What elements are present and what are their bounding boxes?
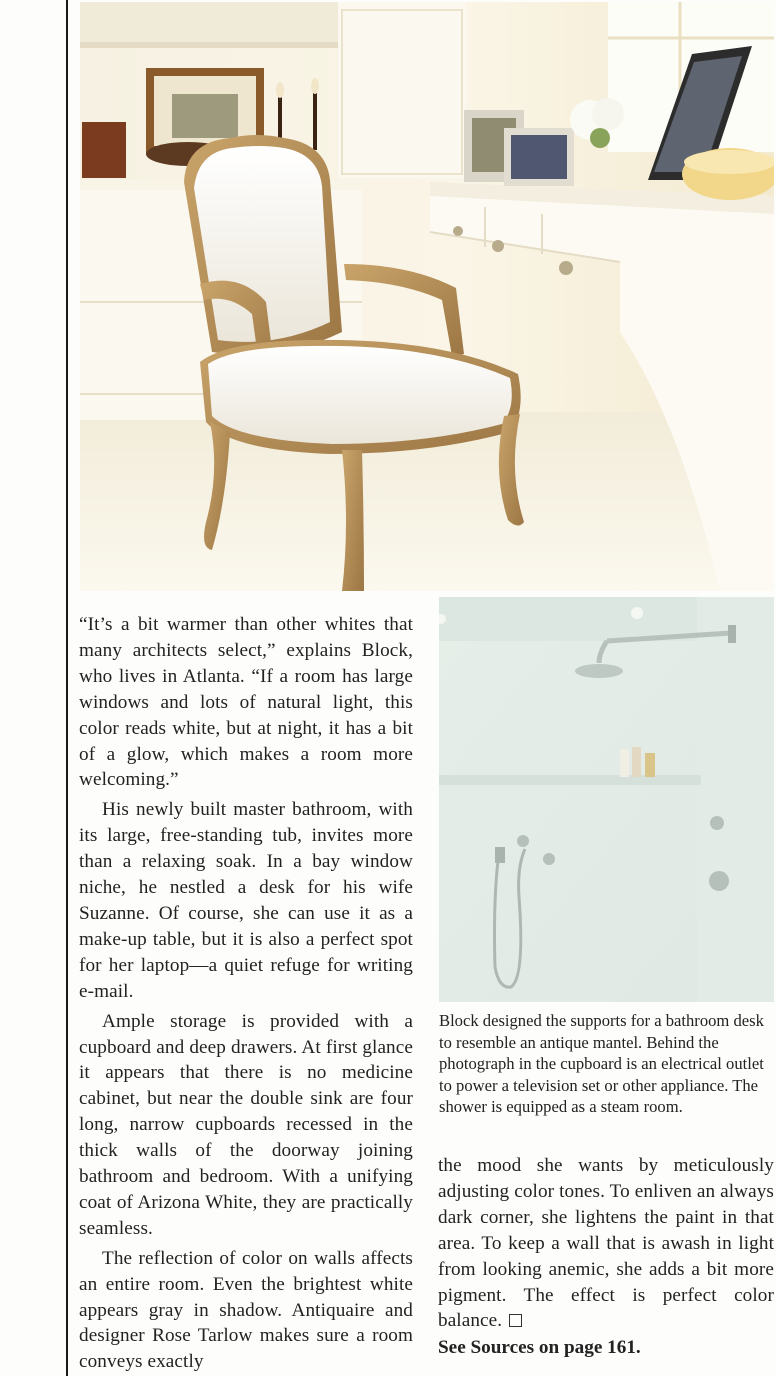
article-left-column xyxy=(79,612,413,1376)
article-continued-text: the mood she wants by meticulously adjusting color tones. To enliven an always dark corner, she lightens the paint in that area. To keep a wall that is awash in light from looking anemic, she adds a bit more pigment. The effect is perfect color balance. xyxy=(438,1155,774,1332)
article-paragraph-1: “It’s a bit warmer than other whites that many architects select,” explains Block, who lives in Atlanta. “If a room has large windows and lots of natural light, this color reads white, but at night, it has a bit of a glow, which makes a room more welcoming.” xyxy=(79,614,413,791)
shower-photo xyxy=(439,597,774,1002)
end-of-article-mark xyxy=(509,1314,522,1327)
article-paragraph-4: The reflection of color on walls affects an entire room. Even the brightest white appears gray in shadow. Antiquaire and designer Rose Tarlow makes sure a room conveys exactly xyxy=(79,1247,413,1373)
article-paragraph-2: His newly built master bathroom, with its large, free-standing tub, invites more than a relaxing soak. In a bay window niche, he nestled a desk for his wife Suzanne. Of course, she can use it as a make-up table, but it is also a perfect spot for her laptop—a quiet refuge for writing e-mail. xyxy=(79,799,413,1002)
article-paragraph-4-continued xyxy=(438,1153,774,1334)
article-paragraph-3: Ample storage is provided with a cupboard and deep drawers. At first glance it appears that there is no medicine cabinet, but near the double sink are four long, narrow cupboards recessed in the thick walls of the doorway joining bathroom and bedroom. With a unifying coat of Arizona White, they are practically seamless. xyxy=(79,1010,413,1239)
chair-and-desk-photo xyxy=(80,2,774,591)
sources-reference: See Sources on page 161. xyxy=(438,1337,641,1359)
photo-caption: Block designed the supports for a bathroom desk to resemble an antique mantel. Behind the photograph in the cupboard is an electrical outlet to power a television set or other appliance. The shower is equipped as a steam room. xyxy=(439,1011,764,1117)
column-rule xyxy=(66,0,68,1376)
article-right-column xyxy=(438,1153,774,1361)
